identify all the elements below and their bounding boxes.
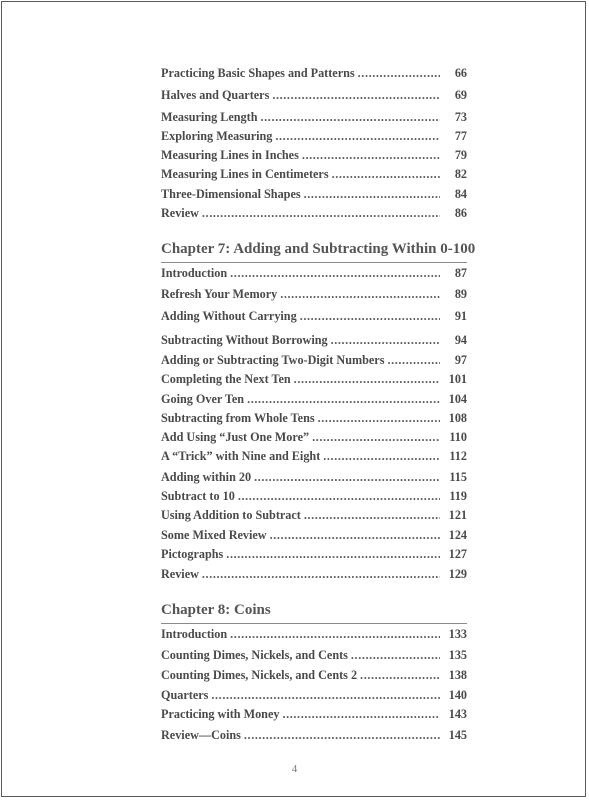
- dot-leader: [331, 333, 440, 348]
- toc-entry-title: Refresh Your Memory: [161, 287, 278, 301]
- toc-entry-page: 89: [454, 287, 467, 301]
- dot-leader: [358, 66, 440, 81]
- toc-entry-page: 133: [448, 627, 467, 641]
- toc-entry-title: Subtract to 10: [161, 489, 235, 503]
- toc-entry-page: 104: [448, 392, 467, 406]
- toc-entry: [161, 392, 467, 410]
- toc-entry: [161, 430, 467, 448]
- toc-entry-title: Exploring Measuring: [161, 129, 273, 143]
- toc-entry-title: Add Using “Just One More”: [161, 430, 310, 444]
- toc-entry: [161, 309, 467, 327]
- toc-entry: [161, 489, 467, 507]
- dot-leader: [272, 88, 440, 103]
- dot-leader: [302, 148, 440, 163]
- toc-entry: [161, 148, 467, 166]
- dot-leader: [294, 372, 440, 387]
- toc-entry-page: 119: [449, 489, 467, 503]
- toc-entry-page: 79: [454, 148, 467, 162]
- dot-leader: [270, 528, 440, 543]
- toc-entry-page: 69: [454, 88, 467, 102]
- toc-entry-title: Review: [161, 567, 199, 581]
- toc-entry-page: 143: [448, 707, 467, 721]
- toc-entry-page: 108: [448, 411, 467, 425]
- toc-entry: [161, 648, 467, 666]
- toc-entry-title: Counting Dimes, Nickels, and Cents: [161, 648, 348, 662]
- toc-entry: [161, 287, 467, 305]
- toc-entry-title: Pictographs: [161, 547, 224, 561]
- toc-entry: [161, 707, 467, 725]
- toc-entry-page: 129: [448, 567, 467, 581]
- dot-leader: [282, 707, 440, 722]
- toc-entry-title: Some Mixed Review: [161, 528, 267, 542]
- dot-leader: [304, 187, 440, 202]
- toc-entry: [161, 266, 467, 284]
- toc-entry-page: 77: [454, 129, 467, 143]
- toc-entry-title: Measuring Lines in Inches: [161, 148, 299, 162]
- dot-leader: [300, 309, 440, 324]
- toc-entry: [161, 129, 467, 147]
- dot-leader: [238, 489, 440, 504]
- chapter-heading: Chapter 8: Coins: [161, 602, 271, 618]
- dot-leader: [304, 508, 440, 523]
- page-number: 4: [291, 763, 298, 775]
- toc-entry-title: Completing the Next Ten: [161, 372, 291, 386]
- dot-leader: [244, 728, 440, 743]
- toc-entry-title: Adding Without Carrying: [161, 309, 297, 323]
- dot-leader: [360, 668, 440, 683]
- dot-leader: [387, 353, 440, 368]
- toc-entry-title: A “Trick” with Nine and Eight: [161, 449, 321, 463]
- toc-entry: [161, 567, 467, 585]
- toc-entry-page: 110: [449, 430, 467, 444]
- toc-entry-title: Going Over Ten: [161, 392, 245, 406]
- dot-leader: [202, 206, 440, 221]
- dot-leader: [226, 547, 440, 562]
- dot-leader: [332, 167, 440, 182]
- toc-entry: [161, 627, 467, 645]
- toc-entry-title: Measuring Length: [161, 110, 258, 124]
- toc-entry: [161, 88, 467, 106]
- toc-entry: [161, 333, 467, 351]
- toc-entry-page: 140: [448, 688, 467, 702]
- toc-entry: [161, 372, 467, 390]
- toc-entry-title: Quarters: [161, 688, 209, 702]
- toc-entry: [161, 187, 467, 205]
- dot-leader: [247, 392, 440, 407]
- dot-leader: [275, 129, 440, 144]
- toc-entry-page: 135: [448, 648, 467, 662]
- toc-entry-title: Practicing with Money: [161, 707, 280, 721]
- toc-entry: [161, 508, 467, 526]
- chapter-heading: Chapter 7: Adding and Subtracting Within 0-100: [161, 241, 476, 257]
- toc-entry-page: 97: [454, 353, 467, 367]
- toc-entry-page: 101: [448, 372, 467, 386]
- toc-entry: [161, 668, 467, 686]
- toc-entry-page: 91: [454, 309, 467, 323]
- toc-entry-page: 82: [454, 167, 467, 181]
- toc-entry-page: 84: [454, 187, 467, 201]
- toc-entry-page: 112: [449, 449, 467, 463]
- toc-entry-title: Three-Dimensional Shapes: [161, 187, 301, 201]
- dot-leader: [261, 110, 441, 125]
- toc-entry: [161, 528, 467, 546]
- toc-entry: [161, 206, 467, 224]
- dot-leader: [230, 627, 440, 642]
- toc-entry-title: Introduction: [161, 266, 228, 280]
- toc-entry-title: Using Addition to Subtract: [161, 508, 301, 522]
- toc-entry: [161, 688, 467, 706]
- toc-entry-page: 127: [448, 547, 467, 561]
- chapter-divider: [161, 262, 467, 263]
- toc-entry-title: Review—Coins: [161, 728, 241, 742]
- chapter-divider: [161, 623, 467, 624]
- toc-entry-title: Introduction: [161, 627, 228, 641]
- toc-entry-page: 124: [448, 528, 467, 542]
- toc-entry: [161, 353, 467, 371]
- toc-entry-page: 94: [454, 333, 467, 347]
- toc-entry-title: Practicing Basic Shapes and Patterns: [161, 66, 355, 80]
- dot-leader: [202, 567, 440, 582]
- dot-leader: [280, 287, 440, 302]
- dot-leader: [351, 648, 440, 663]
- toc-entry-title: Adding within 20: [161, 470, 252, 484]
- toc-entry-title: Adding or Subtracting Two-Digit Numbers: [161, 353, 385, 367]
- toc-entry-page: 138: [448, 668, 467, 682]
- toc-entry-title: Halves and Quarters: [161, 88, 270, 102]
- toc-entry-page: 86: [454, 206, 467, 220]
- toc-entry: [161, 66, 467, 84]
- toc-entry-title: Counting Dimes, Nickels, and Cents 2: [161, 668, 358, 682]
- toc-entry-page: 66: [454, 66, 467, 80]
- toc-entry: [161, 547, 467, 565]
- toc-entry: [161, 470, 467, 488]
- toc-entry-page: 145: [448, 728, 467, 742]
- toc-entry: [161, 411, 467, 429]
- toc-entry-title: Measuring Lines in Centimeters: [161, 167, 329, 181]
- dot-leader: [211, 688, 440, 703]
- toc-entry-title: Subtracting Without Borrowing: [161, 333, 328, 347]
- toc-entry-page: 73: [454, 110, 467, 124]
- dot-leader: [230, 266, 440, 281]
- toc-entry-page: 115: [449, 470, 467, 484]
- toc-entry-page: 87: [454, 266, 467, 280]
- dot-leader: [254, 470, 440, 485]
- toc-entry: [161, 110, 467, 128]
- dot-leader: [318, 411, 440, 426]
- toc-entry: [161, 728, 467, 746]
- toc-entry-page: 121: [448, 508, 467, 522]
- dot-leader: [323, 449, 440, 464]
- dot-leader: [312, 430, 440, 445]
- toc-entry: [161, 167, 467, 185]
- toc-entry: [161, 449, 467, 467]
- toc-entry-title: Subtracting from Whole Tens: [161, 411, 315, 425]
- toc-entry-title: Review: [161, 206, 199, 220]
